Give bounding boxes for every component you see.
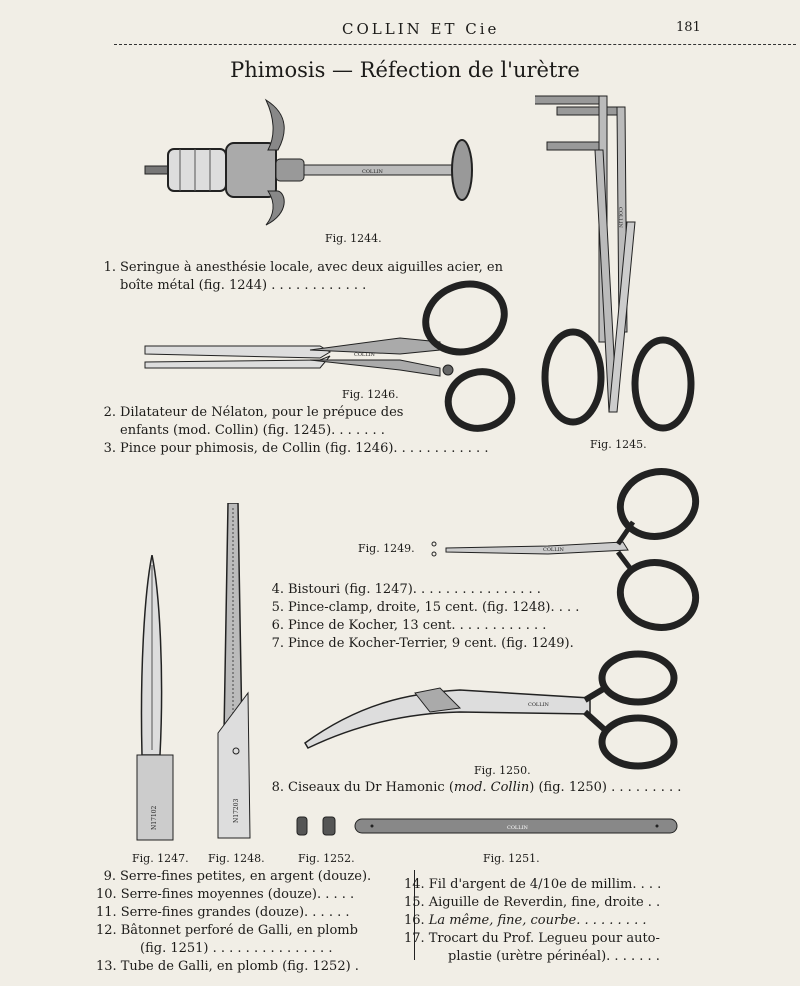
- page-title: Phimosis — Réfection de l'urètre: [230, 58, 580, 82]
- items-4-7: 4. Bistouri (fig. 1247). . . . . . . . . . . . . . . . 5. Pince-clamp, droite, 15 cent. (fig. 1248). . . . 6. Pince de Kocher, 13 cent. . . . . . . . . . . . 7. Pince de Kocher-Terrier, 9 cent. (fig. 1249).: [271, 582, 580, 651]
- item-8: 8. Ciseaux du Dr Hamonic (mod. Collin) (fig. 1250) . . . . . . . . .: [271, 780, 682, 795]
- header-brand: COLLIN ET Cie: [342, 20, 500, 38]
- items-9-13: 9. Serre-fines petites, en argent (douze). 10. Serre-fines moyennes (douze). . . . . 11. Serre-fines grandes (douze). . . . . . 12. Bâtonnet perforé de Galli, en plomb (fig. 1251) . . . . . . . . . . . . . . . 13. Tube de Galli, en plomb (fig. 1252) .: [96, 869, 372, 974]
- rod-mark: COLLIN: [507, 825, 528, 831]
- fig-1246-caption: Fig. 1246.: [342, 388, 399, 401]
- forceps-mark: COLLIN: [354, 352, 375, 358]
- fig-1252-caption: Fig. 1252.: [298, 852, 355, 865]
- page-number: 181: [676, 20, 701, 35]
- fig-1244-caption: Fig. 1244.: [325, 232, 382, 245]
- page-header: [0, 18, 800, 42]
- items-14-17: 14. Fil d'argent de 4/10e de millim. . . . 15. Aiguille de Reverdin, fine, droite . . 16. La même, fine, courbe. . . . . . . . . 17. Trocart du Prof. Legueu pour auto- plastie (urètre périnéal). . . . . . .: [404, 877, 662, 964]
- fig-1247-caption: Fig. 1247.: [132, 852, 189, 865]
- header-rule: [114, 44, 796, 45]
- dilator-mark: COLLIN: [617, 207, 623, 228]
- fig-1245-caption: Fig. 1245.: [590, 438, 647, 451]
- bistouri-illustration: [130, 555, 180, 845]
- galli-rod-illustration: [352, 816, 682, 838]
- fig-1249-caption: Fig. 1249.: [358, 542, 415, 555]
- syringe-mark: COLLIN: [362, 169, 383, 175]
- kocher-mark: COLLIN: [543, 547, 564, 553]
- item-3: 3. Pince pour phimosis, de Collin (fig. 1246). . . . . . . . . . . .: [103, 441, 489, 456]
- bistouri-mark: N17102: [151, 805, 158, 830]
- hamonic-scissors-illustration: [300, 648, 685, 773]
- fig-1250-caption: Fig. 1250.: [474, 764, 531, 777]
- fig-1251-caption: Fig. 1251.: [483, 852, 540, 865]
- syringe-illustration: [140, 95, 480, 230]
- dilator-illustration: [535, 92, 705, 437]
- galli-tubes-illustration: [295, 814, 345, 838]
- fig-1248-caption: Fig. 1248.: [208, 852, 265, 865]
- item-2: 2. Dilatateur de Nélaton, pour le prépuce des enfants (mod. Collin) (fig. 1245). . . . . . .: [103, 405, 404, 438]
- clamp-mark: N17203: [233, 798, 240, 823]
- item-1: 1. Seringue à anesthésie locale, avec deux aiguilles acier, en boîte métal (fig. 1244) . . . . . . . . . . . .: [103, 260, 503, 293]
- clamp-illustration: [210, 503, 255, 843]
- scissors-mark: COLLIN: [528, 702, 549, 708]
